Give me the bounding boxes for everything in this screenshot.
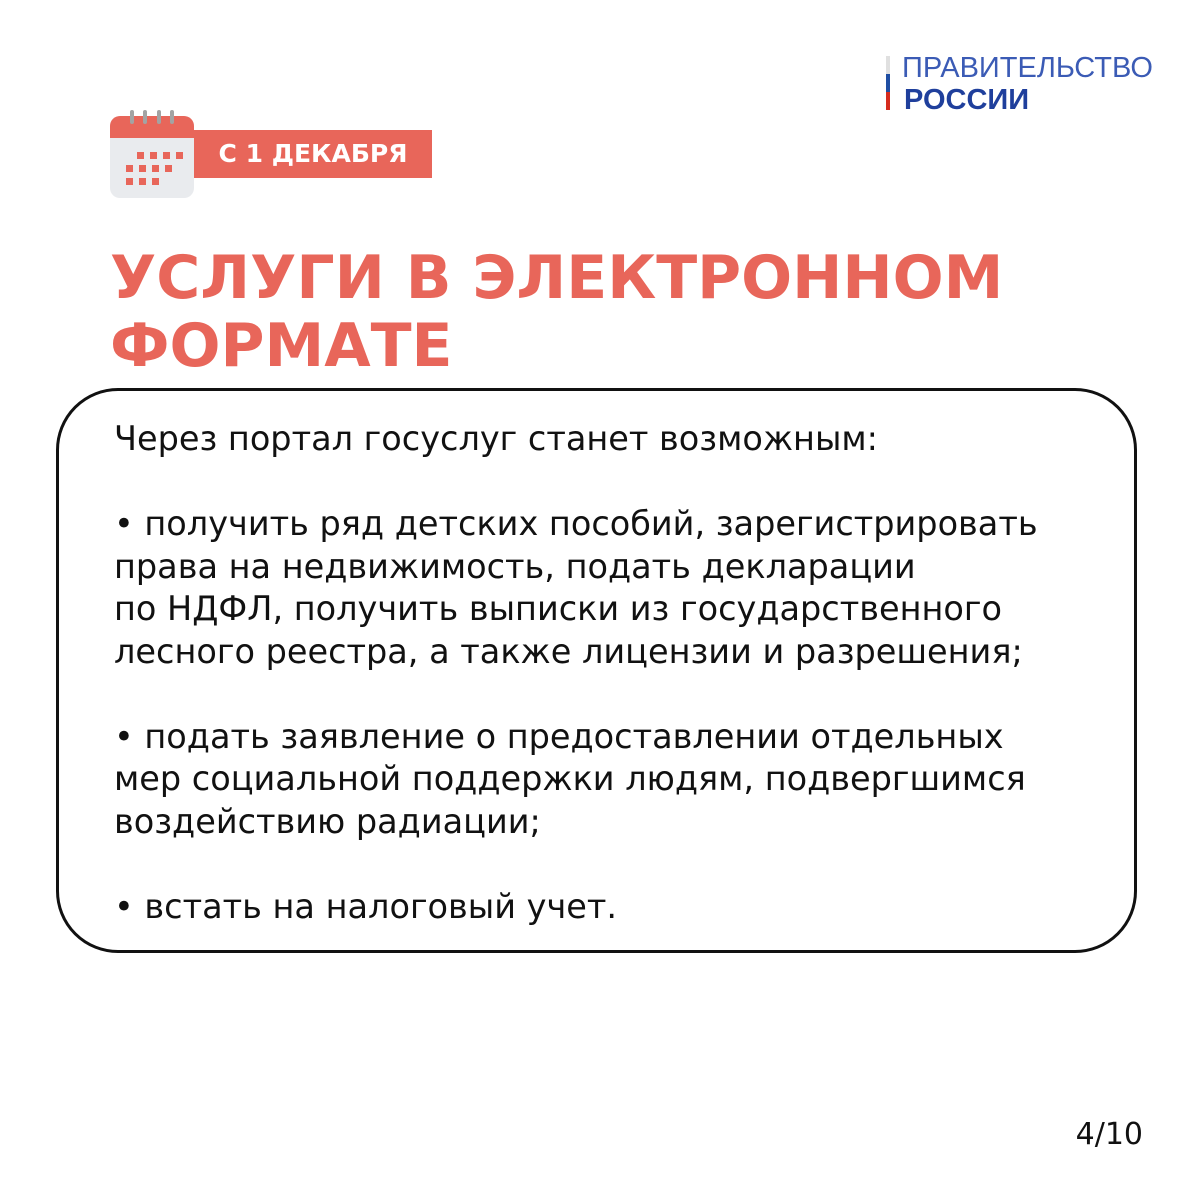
page-title-line: УСЛУГИ В ЭЛЕКТРОННОМ	[110, 243, 1004, 313]
intro-paragraph	[114, 418, 1134, 461]
logo-text-line1: ПРАВИТЕЛЬСТВО	[902, 52, 1153, 84]
bullet-line: права на недвижимость, подать декларации	[114, 546, 916, 586]
bullet-line: • встать на налоговый учет.	[114, 886, 618, 926]
russian-flag-icon	[886, 56, 890, 110]
bullet-line: лесного реестра, а также лицензии и разрешения;	[114, 631, 1023, 671]
calendar-icon	[110, 110, 194, 198]
bullet-item	[114, 503, 1134, 673]
content-text	[114, 418, 1134, 928]
bullet-line: по НДФЛ, получить выписки из государственного	[114, 589, 1002, 628]
bullet-line: • получить ряд детских пособий, зарегистрировать	[114, 504, 1038, 543]
bullet-line: • подать заявление о предоставлении отдельных	[114, 716, 1004, 756]
bullet-item	[114, 716, 1134, 844]
page-title	[110, 244, 1110, 380]
intro-text: Через портал госуслуг станет возможным:	[114, 419, 878, 458]
bullet-line: воздействию радиации;	[114, 801, 541, 841]
page-title-line: ФОРМАТЕ	[110, 311, 453, 381]
date-badge: С 1 ДЕКАБРЯ	[194, 130, 432, 178]
bullet-item	[114, 886, 1134, 929]
page-counter: 4/10	[1075, 1117, 1143, 1152]
logo-text-line2: РОССИИ	[904, 84, 1030, 116]
bullet-line: мер социальной поддержки людям, подвергшимся	[114, 759, 1026, 798]
